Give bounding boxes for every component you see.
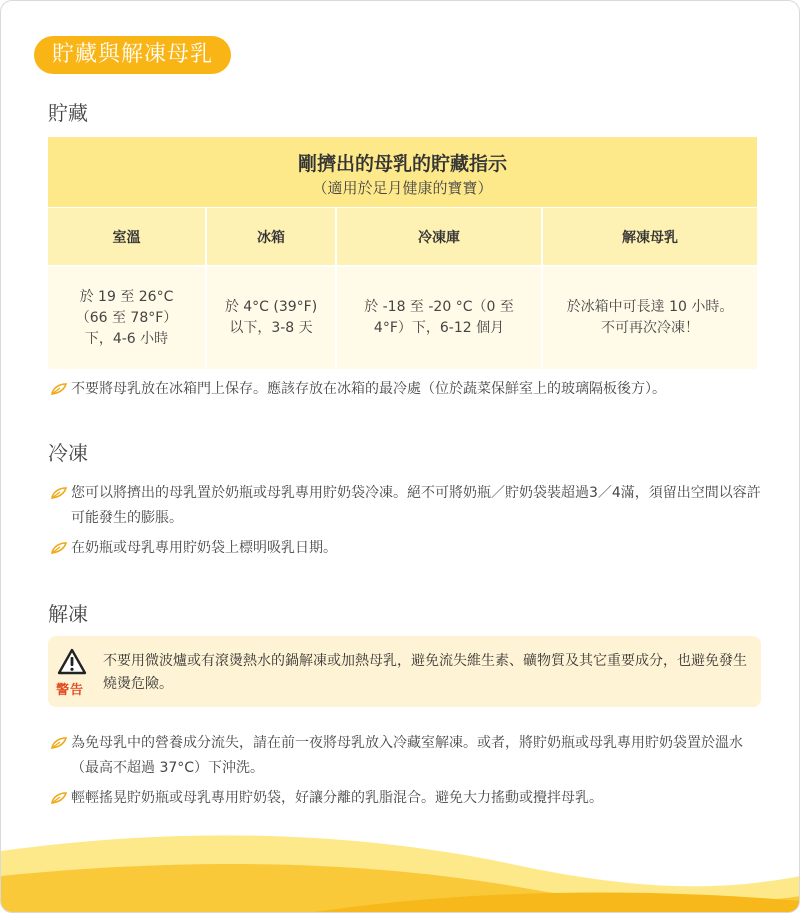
bullet-text: 您可以將擠出的母乳置於奶瓶或母乳專用貯奶袋冷凍。絕不可將奶瓶／貯奶袋裝超過3／4滿，須留出空間以容許可能發生的膨脹。 [71, 485, 761, 526]
cell-line: 於 -18 至 -20 °C（0 至 [364, 299, 514, 315]
list-item [51, 481, 761, 531]
cell-line: 不可再次冷凍！ [601, 320, 699, 336]
table-cell-thawed [542, 266, 757, 369]
cell-line: 於冰箱中可長達 10 小時。 [566, 299, 734, 315]
table-cell-fridge [206, 266, 336, 369]
leaf-bullet-icon [51, 542, 67, 554]
cell-line: 以下，3-8 天 [229, 320, 313, 336]
warning-label: 警告 [56, 683, 85, 698]
cell-line: 4°F）下，6-12 個月 [373, 320, 505, 336]
table-subtitle: （適用於足月健康的寶寶） [312, 179, 493, 197]
bullet-text: 不要將母乳放在冰箱門上保存。應該存放在冰箱的最冷處（位於蔬菜保鮮室上的玻璃隔板後方）。 [71, 381, 666, 397]
table-cell-room-temp [48, 266, 206, 369]
page-title: 貯藏與解凍母乳 [34, 36, 231, 74]
list-item [51, 731, 761, 781]
decorative-waves [1, 821, 800, 913]
list-item [51, 536, 761, 561]
list-item [51, 786, 761, 811]
cell-line: 於 19 至 26°C [79, 288, 174, 305]
cell-line: 於 4°C (39°F) [224, 299, 318, 315]
column-header-freezer: 冷凍庫 [336, 208, 542, 267]
leaf-bullet-icon [51, 792, 67, 804]
storage-heading: 貯藏 [48, 101, 88, 125]
warning-triangle-icon [57, 648, 87, 675]
storage-note [51, 377, 761, 402]
leaf-bullet-icon [51, 383, 67, 395]
table-title: 剛擠出的母乳的貯藏指示 [298, 153, 508, 175]
warning-text: 不要用微波爐或有滾燙熱水的鍋解凍或加熱母乳，避免流失維生素、礦物質及其它重要成分，也避免發生燒燙危險。 [103, 653, 747, 692]
column-header-fridge: 冰箱 [206, 208, 336, 267]
table-header [48, 137, 757, 208]
freezing-heading: 冷凍 [48, 441, 88, 465]
thawing-heading: 解凍 [48, 602, 88, 626]
storage-table [48, 137, 757, 369]
bullet-text: 在奶瓶或母乳專用貯奶袋上標明吸乳日期。 [71, 540, 337, 556]
bullet-text: 為免母乳中的營養成分流失，請在前一夜將母乳放入冷藏室解凍。或者，將貯奶瓶或母乳專用貯奶袋置於溫水（最高不超過 37°C）下沖洗。 [71, 735, 743, 776]
column-header-room-temp: 室溫 [48, 208, 206, 267]
bullet-text: 輕輕搖晃貯奶瓶或母乳專用貯奶袋，好讓分離的乳脂混合。避免大力搖動或攪拌母乳。 [71, 790, 603, 806]
cell-line: 下，4-6 小時 [84, 330, 169, 347]
column-header-thawed: 解凍母乳 [542, 208, 757, 267]
leaf-bullet-icon [51, 487, 67, 499]
cell-line: （66 至 78°F） [75, 309, 178, 326]
warning-box [48, 636, 761, 707]
leaf-bullet-icon [51, 737, 67, 749]
table-cell-freezer [336, 266, 542, 369]
